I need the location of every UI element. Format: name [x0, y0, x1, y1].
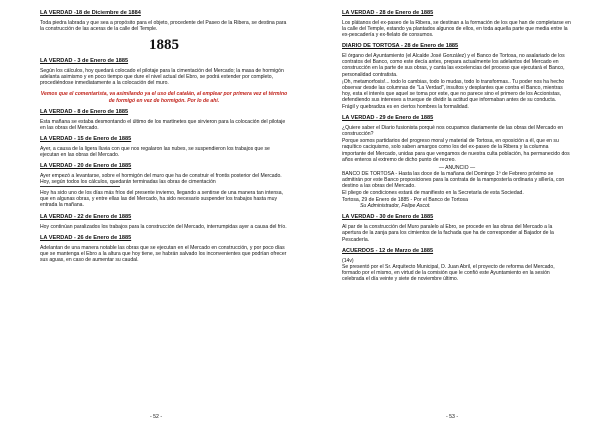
entry-heading: LA VERDAD - 22 de Enero de 1885 [40, 213, 132, 220]
entry-text: Frágil y quebradiza es en ciertos hombres la formalidad. [342, 104, 469, 111]
ad-signature: Su Administrador, Felipe Ascot. [360, 203, 431, 210]
entry-heading: LA VERDAD - 15 de Enero de 1885 [40, 135, 132, 142]
ad-text: Tortosa, 29 de Enero de 1885 - Por el Banco de Tortosa [342, 197, 468, 204]
entry-heading: ACUERDOS - 12 de Marzo de 1885 [342, 247, 434, 254]
entry-text: Esta mañana se estaba desmontando el último de los martinetes que sirvieron para la colocación del pilotaje en las obras del Mercado. [40, 118, 286, 131]
entry-text: ¡Oh, metamorfosis!... todo lo cambias, todo lo mudas, todo lo transformas.. Tu poder nos ha hecho observar desde las columnas de "La Verdad", insultos y desplantes que contra el Banco, mientras hoy, esta el interés que aquel se toma por este, que no parece sino el primero de los Accionistas, defendiendo sus intereses a trueque de dividir la actitud que informaban antes de su conducta. [342, 78, 565, 103]
entry-heading: LA VERDAD - 28 de Enero de 1885 [342, 10, 434, 16]
entry-text: El órgano del Ayuntamiento (el Alcalde José González) y el Banco de Tortosa, no asalariado de los contratos del Banco, como este decía antes, prepara actualmente los adelantos del Mercado en construcción en la parte de sus obras, y canta las excelencias del proceso que ejecutará el Banco, personalidad contratista. [342, 53, 565, 78]
entry-text: Ayer empezó a levantarse, sobre el hormigón del muro que ha de construir el frontis posterior del Mercado. Hoy, según todos los cálculos, quedarán terminadas las obras de cimentación [40, 173, 282, 186]
page-number: - 52 - [150, 414, 163, 420]
right-page [300, 0, 600, 424]
entry-text: Adelantan de una manera notable las obras que se ejecutan en el Mercado en construcción, y por poco días que se mantenga el Ebro a la altura que hoy tiene, se habrán salvado los inconvenientes que podrían ofrecer sus aguas, en caso de aumentar su caudal. [40, 244, 287, 263]
entry-heading: LA VERDAD -18 de Diciembre de 1884 [40, 10, 141, 16]
entry-text: Hoy continúan paralizados los trabajos para la construcción del Mercado, interrumpidas ayer a causa del frío. [40, 223, 287, 230]
entry-text: Ayer, a causa de la ligera lluvia con que nos regalaron las nubes, se suspendieron los trabajos que se ejecutan en las obras del Mercado. [40, 145, 270, 158]
entry-heading: LA VERDAD - 20 de Enero de 1885 [40, 163, 132, 170]
entry-text: Se presentó por el Sr. Arquitecto Municipal, D. Juan Abril, el proyecto de reforma del Mercado, formado por el mismo, en virtud de la comisión que le confió este Ayuntamiento en la sesión celebrada el día veinte y siete de noviembre último. [342, 263, 555, 282]
entry-heading: LA VERDAD - 30 de Enero de 1885 [342, 214, 434, 221]
anuncio-heading: — ANUNCIO — [438, 164, 476, 171]
entry-heading: LA VERDAD - 8 de Enero de 1885 [40, 108, 129, 115]
entry-text: Hoy ha sido uno de los días más fríos del presente invierno, llegando a sentirse de una manera tan intensa, que en algunas obras, y entre ellas las del Mercado, ha sido necesario suspender los trabajos hasta muy entrada la mañana. [40, 190, 283, 209]
separator-rule [40, 186, 120, 187]
entry-heading: LA VERDAD - 29 de Enero de 1885 [342, 115, 434, 122]
page-number: - 53 - [446, 414, 459, 420]
entry-text: Los plátanos del ex-paseo de la Ribera, se destinan a la formación de los que han de completarse en la calle del Temple, estando ya plantados algunos de ellos, en toda aquella parte que media entre la ex-pescadería y ex-fielato de consumos. [342, 20, 571, 39]
entry-heading: LA VERDAD - 3 de Enero de 1885 [40, 58, 129, 65]
entry-text: Al par de la construcción del Muro paralelo al Ebro, se procede en las obras del Mercado a la apertura de la zanja para los cimientos de la fachada que ha de corresponder al Bajador de la Pescadería. [342, 224, 554, 243]
entry-subheading: (14v) [342, 257, 354, 264]
ad-text: BANCO DE TORTOSA - Hasta las doce de la mañana del Domingo 1º de Febrero próximo se admitirán por este Banco proposiciones para la contrata de la mampostería ordinaria y sillería, con destino a las obras del Mercado. [342, 170, 565, 189]
entry-text: ¿Quiere saber el Diario fusionista porqué nos ocupamos diariamente de las obras del Mercado en construcción? [342, 125, 564, 138]
ad-text: El pliego de condiciones estará de manifiesto en la Secretaría de esta Sociedad. [342, 190, 524, 197]
entry-text: Según los cálculos, hoy quedará colocado el pilotaje para la cimentación del Mercado; la masa de hormigón adelanta asimismo y en poco tiempo que dure el nivel actual del Ebro, se podrá extender por completo, procediéndose inmediatamente a la colocación del muro. [40, 68, 284, 87]
entry-text: Toda piedra labrada y que sea a propósito para el objeto, procedente del Paseo de la Ribera, se destina para la construcción de las aceras de la calle del Temple. [40, 20, 287, 33]
entry-heading: LA VERDAD - 26 de Enero de 1885 [40, 234, 132, 241]
entry-heading: DIARIO DE TORTOSA - 28 de Enero de 1885 [342, 43, 459, 50]
year-heading: 1885 [149, 37, 179, 54]
editor-note: Vemos que el comentarista, va asimilando ya el uso del catalán, al emplear por primera vez el término de formigó en vez de hormigón. Por lo de ahí. [40, 91, 288, 104]
entry-text: Porque somos partidarios del progreso moral y material de Tortosa, en oposición a él, que en su raquítico caciquismo, solo saben amargos como los del ex-paseo de la Ribera y la columna importante del Mercado, unidas para que vengamos de nuestra culta población, ha permanecido dos años enteros al extremo de dicho punto de recreo. [342, 138, 570, 163]
